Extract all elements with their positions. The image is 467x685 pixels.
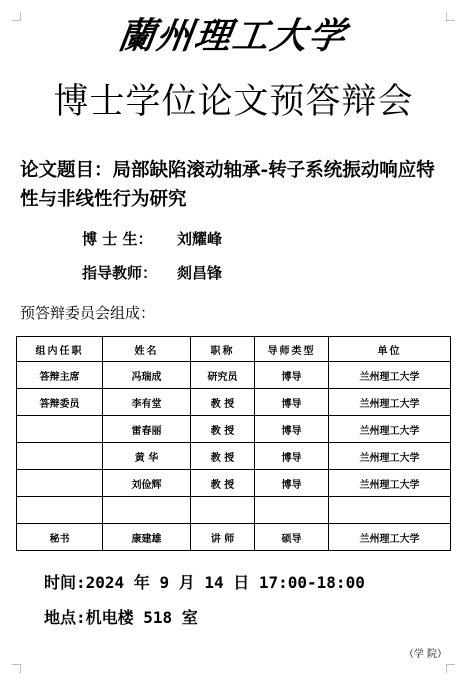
table-row <box>17 443 451 470</box>
cell-title: 教 授 <box>191 416 255 443</box>
thesis-title <box>20 156 452 214</box>
col-header-advisor-type: 导师类型 <box>255 337 329 362</box>
cell-role <box>17 443 103 470</box>
cell-name: 雷春丽 <box>103 416 191 443</box>
place-line <box>44 605 198 628</box>
advisor-line <box>82 262 222 283</box>
table-row <box>17 470 451 497</box>
advisor-label: 指导教师： <box>82 264 158 282</box>
cell-role <box>17 416 103 443</box>
col-header-title: 职称 <box>191 337 255 362</box>
time-line <box>44 570 365 593</box>
cell-title: 教 授 <box>191 470 255 497</box>
cell-name: 康建雄 <box>103 524 191 551</box>
cell-name: 李有堂 <box>103 389 191 416</box>
page-corner-mark <box>446 664 455 673</box>
cell-unit: 兰州理工大学 <box>329 416 451 443</box>
table-header-row <box>17 337 451 362</box>
cell-title: 教 授 <box>191 443 255 470</box>
advisor-name: 剡昌锋 <box>177 264 223 282</box>
university-logo <box>0 8 467 59</box>
table-row <box>17 524 451 551</box>
place-label: 地点: <box>44 608 86 627</box>
cell-name <box>103 497 191 524</box>
cell-unit: 兰州理工大学 <box>329 470 451 497</box>
thesis-label: 论文题目： <box>20 160 113 181</box>
table-row <box>17 362 451 389</box>
cell-advisor-type <box>255 497 329 524</box>
cell-name: 黄 华 <box>103 443 191 470</box>
place-value: 机电楼 518 室 <box>85 608 198 627</box>
cell-unit: 兰州理工大学 <box>329 389 451 416</box>
cell-title <box>191 497 255 524</box>
doctor-name: 刘耀峰 <box>177 230 223 248</box>
committee-heading: 预答辩委员会组成： <box>20 304 156 322</box>
cell-role <box>17 497 103 524</box>
cell-title: 教 授 <box>191 389 255 416</box>
cell-unit: 兰州理工大学 <box>329 524 451 551</box>
cell-role: 答辩委员 <box>17 389 103 416</box>
committee-table <box>16 336 451 551</box>
time-label: 时间: <box>44 573 86 592</box>
doctor-line <box>82 228 222 249</box>
page-title: 博士学位论文预答辩会 <box>53 82 414 122</box>
cell-advisor-type: 博导 <box>255 362 329 389</box>
cell-role: 答辩主席 <box>17 362 103 389</box>
cell-advisor-type: 博导 <box>255 470 329 497</box>
table-row <box>17 389 451 416</box>
cell-unit: 兰州理工大学 <box>329 443 451 470</box>
page-corner-mark <box>12 664 21 673</box>
cell-role <box>17 470 103 497</box>
cell-advisor-type: 硕导 <box>255 524 329 551</box>
time-value: 2024 年 9 月 14 日 17:00-18:00 <box>85 573 365 592</box>
cell-unit: 兰州理工大学 <box>329 362 451 389</box>
thesis-text: 局部缺陷滚动轴承-转子系统振动响应特性与非线性行为研究 <box>20 160 435 210</box>
col-header-role: 组内任职 <box>17 337 103 362</box>
table-row <box>17 497 451 524</box>
cell-advisor-type: 博导 <box>255 416 329 443</box>
cell-unit <box>329 497 451 524</box>
cell-name: 刘俭辉 <box>103 470 191 497</box>
cell-advisor-type: 博导 <box>255 443 329 470</box>
college-note: （学 院） <box>403 649 447 660</box>
university-logo-text: 蘭州理工大学 <box>116 15 351 57</box>
cell-title: 讲 师 <box>191 524 255 551</box>
col-header-name: 姓名 <box>103 337 191 362</box>
cell-role: 秘书 <box>17 524 103 551</box>
cell-advisor-type: 博导 <box>255 389 329 416</box>
col-header-unit: 单位 <box>329 337 451 362</box>
cell-name: 冯瑞成 <box>103 362 191 389</box>
cell-title: 研究员 <box>191 362 255 389</box>
table-row <box>17 416 451 443</box>
doctor-label: 博 士 生： <box>82 230 153 248</box>
